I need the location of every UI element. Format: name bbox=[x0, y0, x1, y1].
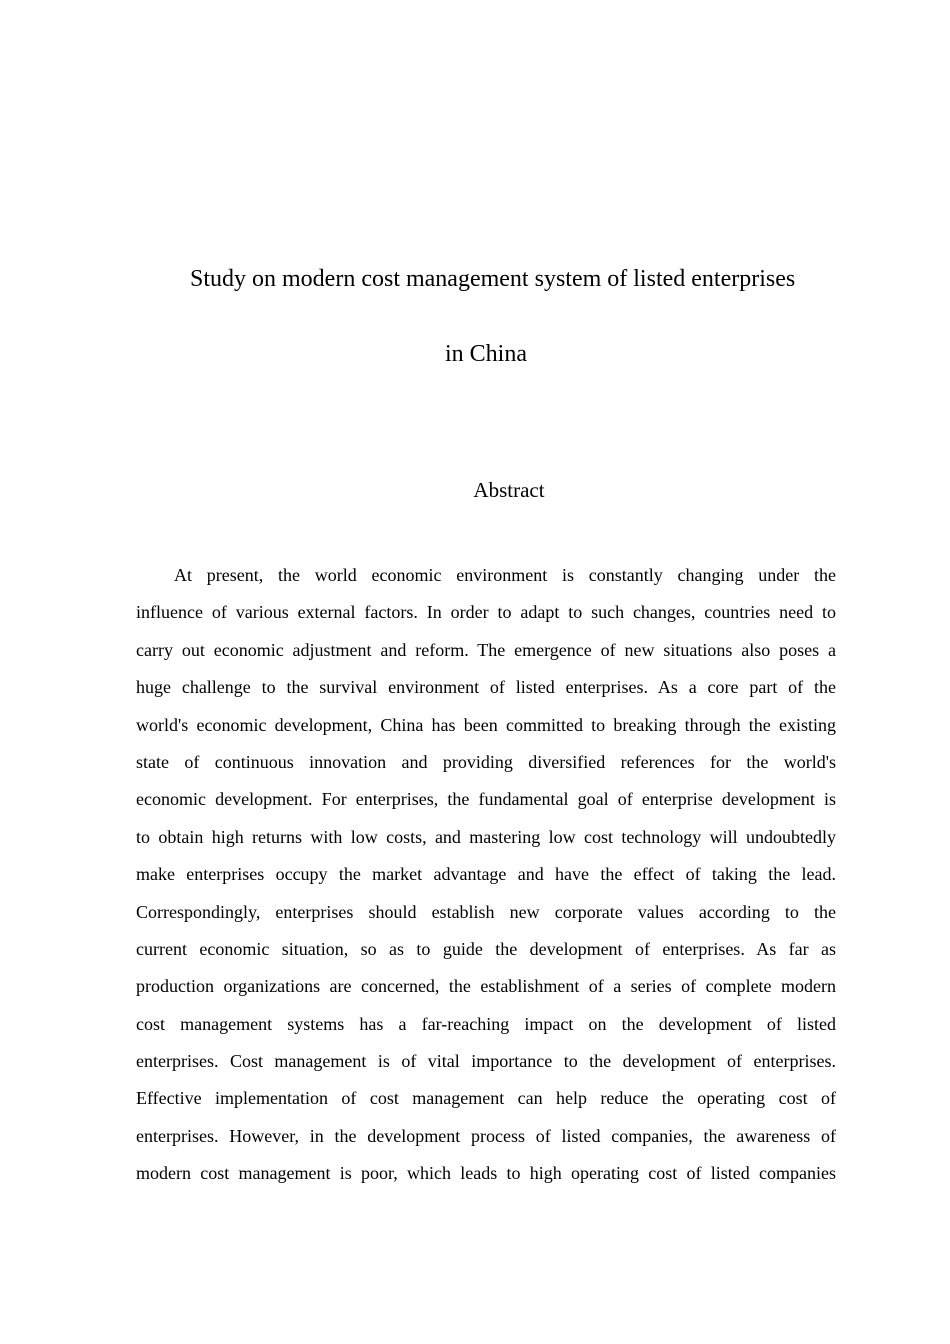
abstract-line: modern cost management is poor, which leads to high operating cost of listed companies bbox=[136, 1163, 836, 1184]
abstract-line: world's economic development, China has been committed to breaking through the existing bbox=[136, 714, 836, 735]
abstract-line: enterprises. Cost management is of vital importance to the development of enterprises. bbox=[136, 1051, 836, 1072]
abstract-line: cost management systems has a far-reaching impact on the development of listed bbox=[136, 1013, 836, 1034]
abstract-line: production organizations are concerned, the establishment of a series of complete modern bbox=[136, 976, 836, 997]
abstract-line: state of continuous innovation and providing diversified references for the world's bbox=[136, 751, 836, 772]
abstract-line: Correspondingly, enterprises should establish new corporate values according to the bbox=[136, 901, 836, 922]
abstract-line: Effective implementation of cost management can help reduce the operating cost of bbox=[136, 1088, 836, 1109]
abstract-line: make enterprises occupy the market advantage and have the effect of taking the lead. bbox=[136, 864, 836, 885]
abstract-line: huge challenge to the survival environment of listed enterprises. As a core part of the bbox=[136, 677, 836, 698]
abstract-line: economic development. For enterprises, the fundamental goal of enterprise development is bbox=[136, 789, 836, 810]
abstract-heading: Abstract bbox=[473, 478, 545, 502]
abstract-line: influence of various external factors. In order to adapt to such changes, countries need to bbox=[136, 602, 836, 623]
abstract-line: to obtain high returns with low costs, and mastering low cost technology will undoubtedly bbox=[136, 826, 836, 847]
abstract-paragraph bbox=[136, 562, 836, 1198]
abstract-line: enterprises. However, in the development process of listed companies, the awareness of bbox=[136, 1125, 836, 1146]
abstract-line: current economic situation, so as to guide the development of enterprises. As far as bbox=[136, 938, 836, 959]
title-line-1: Study on modern cost management system of listed enterprises bbox=[190, 266, 796, 292]
abstract-line: carry out economic adjustment and reform. The emergence of new situations also poses a bbox=[136, 639, 836, 660]
title-line-2: in China bbox=[445, 341, 527, 367]
abstract-line: At present, the world economic environment is constantly changing under the bbox=[174, 565, 836, 585]
